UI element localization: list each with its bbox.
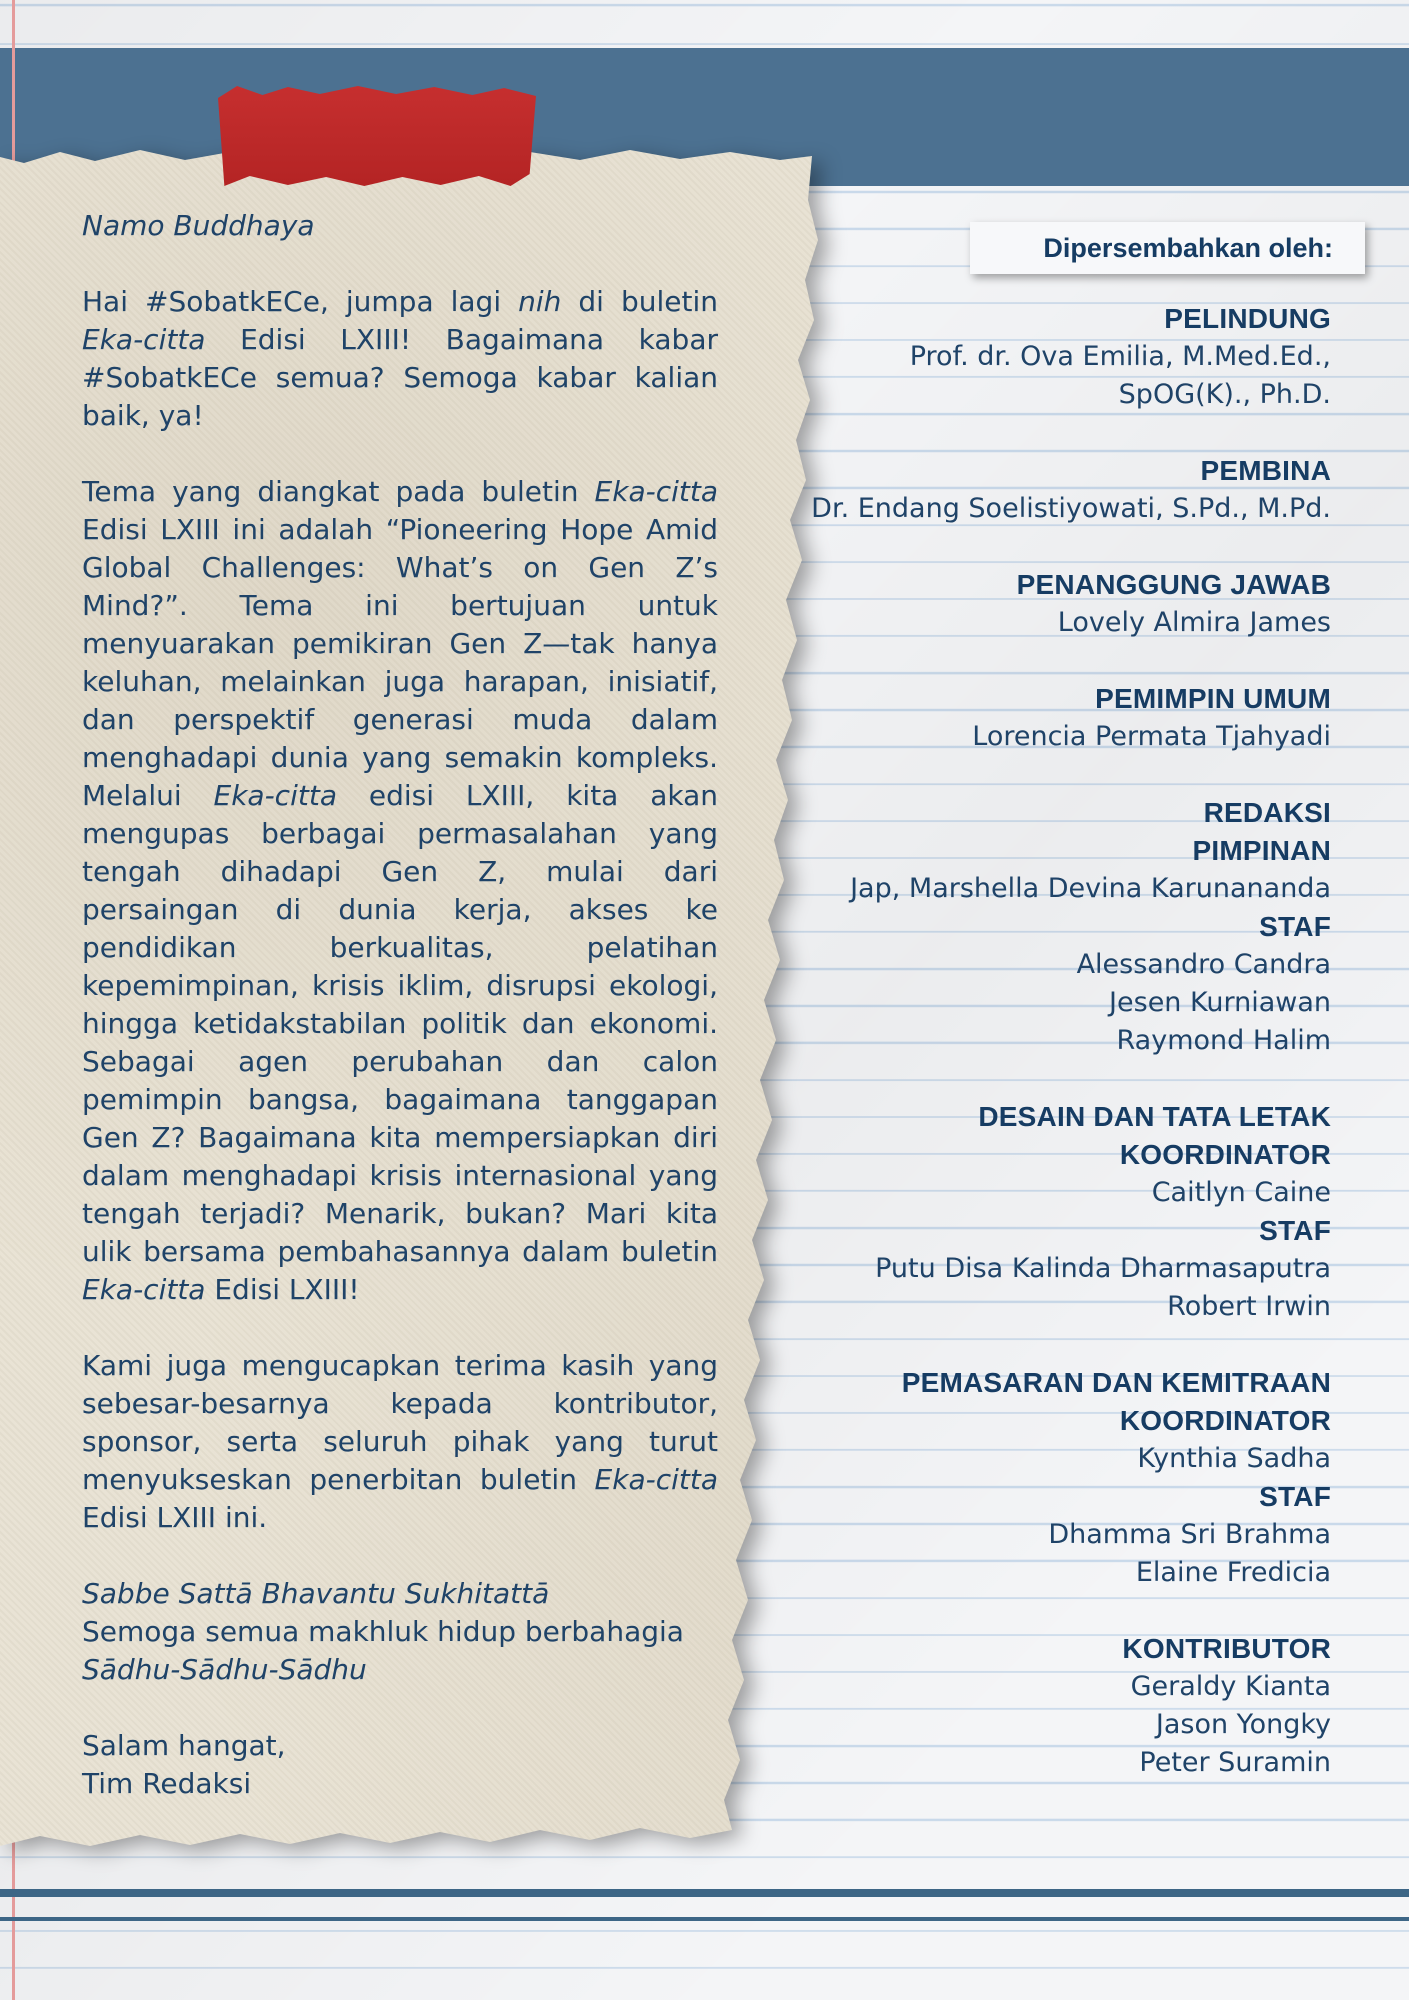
section-title: PELINDUNG — [1164, 303, 1331, 334]
section-pembina — [711, 452, 1331, 528]
blessing: Sabbe Sattā Bhavantu Sukhitattā Semoga semua makhluk hidup berbahagia Sādhu-Sādhu-Sādhu — [82, 1577, 684, 1686]
section-title: PENANGGUNG JAWAB — [1016, 569, 1331, 600]
section-pemimpin-umum — [711, 680, 1331, 756]
credits-header: Dipersembahkan oleh: — [970, 222, 1365, 274]
credit-name: Jason Yongky — [1155, 1709, 1331, 1740]
red-tape — [218, 86, 536, 186]
section-title: REDAKSI — [1203, 797, 1331, 828]
credit-name: Kynthia Sadha — [1137, 1443, 1331, 1474]
section-desain — [711, 1098, 1331, 1326]
credit-name: Dhamma Sri Brahma — [1048, 1519, 1331, 1550]
paragraph-intro: Hai #SobatkECe, jumpa lagi nih di buletin Eka-citta Edisi LXIII! Bagaimana kabar #SobatkECe semua? Semoga kabar kalian baik, ya! — [82, 285, 718, 432]
credit-name: Caitlyn Caine — [1151, 1177, 1331, 1208]
role-label: PIMPINAN — [1192, 835, 1331, 866]
credit-name: Jesen Kurniawan — [1109, 987, 1331, 1018]
credit-name: Robert Irwin — [1167, 1291, 1331, 1322]
credit-name: Putu Disa Kalinda Dharmasaputra — [875, 1253, 1331, 1284]
section-title: PEMASARAN DAN KEMITRAAN — [901, 1367, 1331, 1398]
greeting: Namo Buddhaya — [82, 209, 315, 242]
section-kontributor — [711, 1630, 1331, 1782]
editorial-letter — [82, 207, 718, 1841]
paragraph-theme: Tema yang diangkat pada buletin Eka-citta Edisi LXIII ini adalah “Pioneering Hope Amid Global Challenges: What’s on Gen Z’s Mind?”. Tema ini bertujuan untuk menyuarakan pemikiran Gen Z—tak hanya keluhan, melainkan juga harapan, inisiatif, dan perspektif generasi muda dalam menghadapi dunia yang semakin kompleks. Melalui Eka-citta edisi LXIII, kita akan mengupas berbagai permasalahan yang tengah dihadapi Gen Z, mulai dari persaingan di dunia kerja, akses ke pendidikan berkualitas, pelatihan kepemimpinan, krisis iklim, disrupsi ekologi, hingga ketidakstabilan politik dan ekonomi. Sebagai agen perubahan dan calon pemimpin bangsa, bagaimana tanggapan Gen Z? Bagaimana kita mempersiapkan diri dalam menghadapi krisis internasional yang tengah terjadi? Menarik, bukan? Mari kita ulik bersama pembahasannya dalam buletin Eka-citta Edisi LXIII! — [82, 475, 719, 1306]
credit-name: Peter Suramin — [1139, 1747, 1331, 1778]
credit-name: Dr. Endang Soelistiyowati, S.Pd., M.Pd. — [811, 493, 1331, 524]
credit-name: Jap, Marshella Devina Karunananda — [850, 873, 1331, 904]
credit-name: Raymond Halim — [1116, 1025, 1331, 1056]
section-title: KONTRIBUTOR — [1122, 1633, 1331, 1664]
section-pemasaran — [711, 1364, 1331, 1592]
role-label: KOORDINATOR — [1119, 1405, 1331, 1436]
section-redaksi — [711, 794, 1331, 1060]
credits-list — [711, 300, 1331, 1820]
credit-name: Geraldy Kianta — [1130, 1671, 1331, 1702]
section-penanggung-jawab — [711, 566, 1331, 642]
role-label: STAF — [1259, 1215, 1331, 1246]
credit-name: Lovely Almira James — [1057, 607, 1331, 638]
role-label: KOORDINATOR — [1119, 1139, 1331, 1170]
credit-name: Lorencia Permata Tjahyadi — [972, 721, 1331, 752]
credit-name: Prof. dr. Ova Emilia, M.Med.Ed., — [909, 341, 1331, 372]
credit-name: SpOG(K)., Ph.D. — [1118, 379, 1331, 410]
paragraph-thanks: Kami juga mengucapkan terima kasih yang sebesar-besarnya kepada kontributor, sponsor, serta seluruh pihak yang turut menyukseskan penerbitan buletin Eka-citta Edisi LXIII ini. — [82, 1349, 718, 1534]
sign-off: Salam hangat, Tim Redaksi — [82, 1729, 286, 1800]
section-title: DESAIN DAN TATA LETAK — [978, 1101, 1331, 1132]
role-label: STAF — [1259, 911, 1331, 942]
credit-name: Alessandro Candra — [1076, 949, 1331, 980]
section-title: PEMBINA — [1200, 455, 1331, 486]
section-title: PEMIMPIN UMUM — [1095, 683, 1331, 714]
section-pelindung — [711, 300, 1331, 414]
credit-name: Elaine Fredicia — [1135, 1557, 1331, 1588]
role-label: STAF — [1259, 1481, 1331, 1512]
